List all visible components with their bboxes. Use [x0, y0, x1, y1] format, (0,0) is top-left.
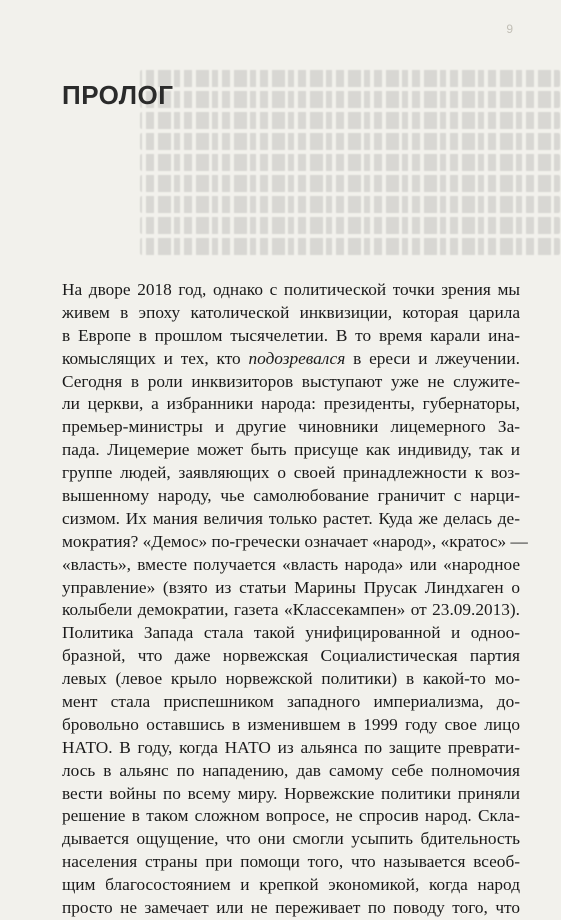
text-line: «власть», вместе получается «власть народа» или «народное — [62, 554, 520, 574]
text-line: группе людей, заявляющих о своей принадлежности к воз- — [62, 463, 520, 483]
page-number: 9 — [506, 22, 513, 36]
text-line: колыбели демократии, газета «Классекампен» от 23.09.2013). — [62, 600, 520, 620]
text-line: мент стала приспешником западного империализма, до- — [62, 692, 520, 712]
text-line: На дворе 2018 год, однако с политической точки зрения мы — [62, 280, 520, 299]
text-line: левых (левое крыло норвежской политики) в какой-то мо- — [62, 669, 520, 689]
text-line: щим благосостоянием и крепкой экономикой, когда народ — [62, 875, 520, 895]
text-line: Сегодня в роли инквизиторов выступают уже не служите- — [62, 371, 520, 391]
text-line: живем в эпоху католической инквизиции, которая царила — [62, 302, 520, 322]
text-line-with-emphasis — [62, 348, 520, 371]
text-line: просто не замечает или не переживает по поводу того, что — [62, 898, 520, 918]
text-line: в Европе в прошлом тысячелетии. В то время карали ина- — [62, 325, 520, 345]
text-line: управление» (взято из статьи Марины Прусак Линдхаген о — [62, 577, 520, 597]
text-line: сизмом. Их мания величия только растет. Куда же делась де- — [62, 508, 520, 528]
text-line: бровольно оставшись в изменившем в 1999 году свое лицо — [62, 714, 520, 734]
text-line: Политика Запада стала такой унифицированной и одноо- — [62, 623, 520, 643]
text-line: решение в таком сложном вопросе, не спросив народ. Скла- — [62, 806, 520, 826]
text-segment: комыслящих и тех, кто — [62, 348, 249, 368]
text-line: лось в альянс по нападению, дав самому себе полномочия — [62, 760, 520, 780]
text-segment: в ереси и лжеучении. — [345, 348, 520, 368]
text-line: премьер-министры и другие чиновники лицемерного За- — [62, 417, 520, 437]
text-line: вышенному народу, чье самолюбование граничит с нарци- — [62, 486, 520, 506]
text-line: населения страны при помощи того, что называется всеоб- — [62, 852, 520, 872]
text-line: бразной, что даже норвежская Социалистическая партия — [62, 646, 520, 666]
text-line: НАТО. В году, когда НАТО из альянса по защите преврати- — [62, 737, 520, 757]
text-line: вести войны по всему миру. Норвежские политики приняли — [62, 783, 520, 803]
text-line: пада. Лицемерие может быть присуще как индивиду, так и — [62, 440, 520, 460]
text-line: ли церкви, а избранники народа: президенты, губернаторы, — [62, 394, 520, 414]
bleed-through-texture — [140, 70, 560, 280]
body-text — [62, 279, 528, 920]
chapter-title: ПРОЛОГ — [62, 80, 174, 110]
emphasized-word: подозревался — [248, 348, 346, 368]
text-line: дывается ощущение, что они смогли усыпить бдительность — [62, 829, 520, 849]
text-line: мократия? «Демос» по-гречески означает «народ», «кратос» — — [62, 531, 528, 551]
